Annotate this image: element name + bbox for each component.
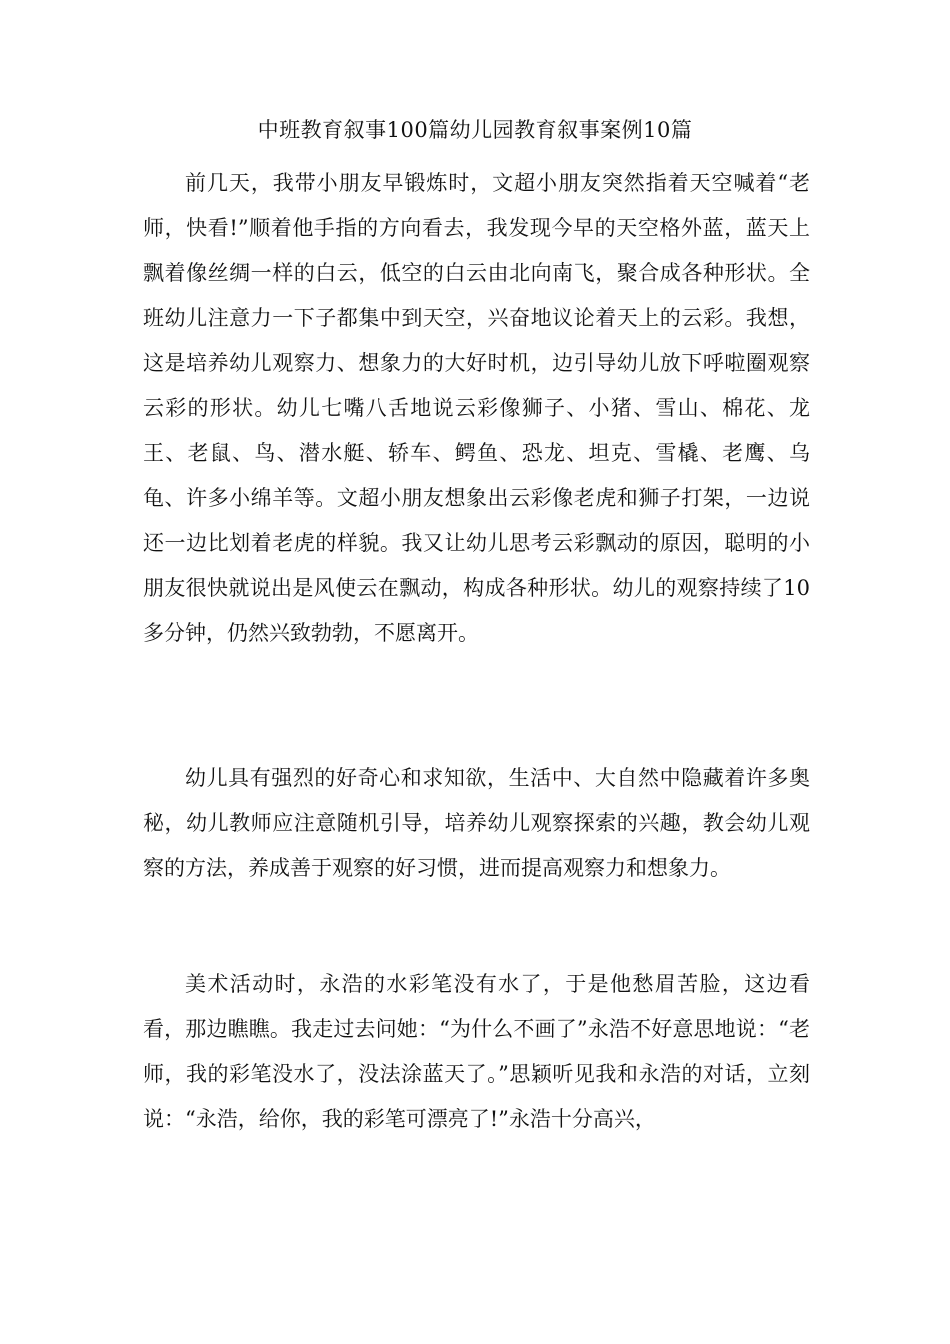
paragraph-art-activity: 美术活动时，永浩的水彩笔没有水了，于是他愁眉苦脸，这边看看，那边瞧瞧。我走过去问她：“为什么不画了”永浩不好意思地说：“老师，我的彩笔没水了，没法涂蓝天了。”思颖听见我和永浩的对话，立刻说：“永浩，给你，我的彩笔可漂亮了!”永浩十分高兴， (143, 972, 810, 1131)
paragraph-reflection: 幼儿具有强烈的好奇心和求知欲，生活中、大自然中隐藏着许多奥秘，幼儿教师应注意随机引导，培养幼儿观察探索的兴趣，教会幼儿观察的方法，养成善于观察的好习惯，进而提高观察力和想象力。 (143, 766, 810, 880)
document-title: 中班教育叙事100篇幼儿园教育叙事案例10篇 (257, 118, 693, 142)
paragraph-clouds-observation: 前几天，我带小朋友早锻炼时，文超小朋友突然指着天空喊着“老师，快看!”顺着他手指的方向看去，我发现今早的天空格外蓝，蓝天上飘着像丝绸一样的白云，低空的白云由北向南飞，聚合成各种形状。全班幼儿注意力一下子都集中到天空，兴奋地议论着天上的云彩。我想，这是培养幼儿观察力、想象力的大好时机，边引导幼儿放下呼啦圈观察云彩的形状。幼儿七嘴八舌地说云彩像狮子、小猪、雪山、棉花、龙王、老鼠、鸟、潜水艇、轿车、鳄鱼、恐龙、坦克、雪橇、老鹰、乌龟、许多小绵羊等。文超小朋友想象出云彩像老虎和狮子打架，一边说还一边比划着老虎的样貌。我又让幼儿思考云彩飘动的原因，聪明的小朋友很快就说出是风使云在飘动，构成各种形状。幼儿的观察持续了10多分钟，仍然兴致勃勃，不愿离开。 (143, 171, 810, 645)
